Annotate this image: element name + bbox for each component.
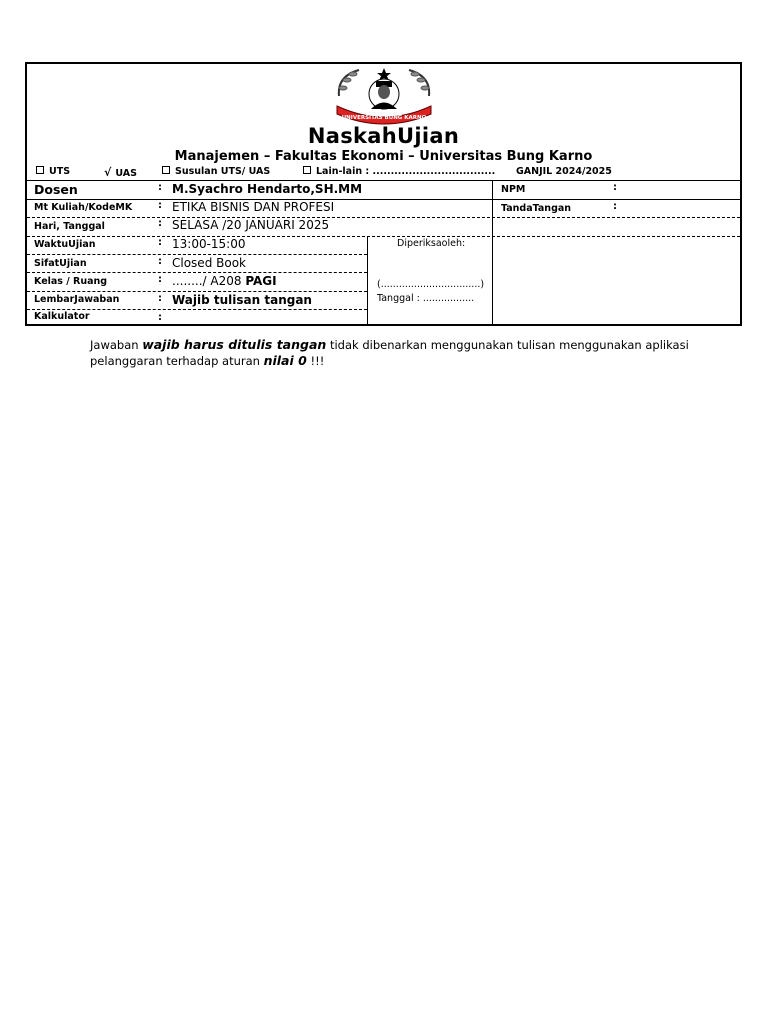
colon: : [158,237,162,248]
waktu-label: WaktuUjian [34,239,96,250]
checker-label: Diperiksaoleh: [397,238,466,249]
lembar-value: Wajib tulisan tangan [172,293,312,307]
matkul-label: Mt Kuliah/KodeMK [34,202,133,213]
lainlain-checkbox[interactable] [303,166,311,174]
page-title: NaskahUjian [307,124,460,148]
semester-label: GANJIL 2024/2025 [516,166,612,177]
susulan-checkbox[interactable] [162,166,170,174]
sifat-label: SifatUjian [34,258,87,269]
logo-banner-text: UNIVERSITAS BUNG KARNO [341,115,427,121]
colon: : [158,293,162,304]
lembar-label: LembarJawaban [34,294,120,305]
colon: : [158,312,162,323]
divider [27,180,740,181]
colon: : [158,182,162,193]
exam-type-row [34,166,734,180]
kelas-label: Kelas / Ruang [34,276,108,287]
signature-label: TandaTangan [501,203,572,214]
npm-label: NPM [501,184,526,195]
hari-value: SELASA /20 JANUARI 2025 [172,218,330,232]
kalkulator-label: Kalkulator [34,311,90,322]
colon: : [158,200,162,211]
divider [27,254,367,255]
kelas-value: ......../ A208 PAGI [172,274,277,288]
divider [27,236,740,237]
matkul-value: ETIKA BISNIS DAN PROFESI [172,200,335,214]
colon: : [613,201,617,212]
hari-label: Hari, Tanggal [34,221,105,232]
divider [27,291,367,292]
colon: : [613,182,617,193]
uts-checkbox[interactable] [36,166,44,174]
instruction-note: Jawaban wajib harus ditulis tangan tidak dibenarkan menggunakan tulisan menggunakan aplikasi pelanggaran terhadap aturan nilai 0 !!! [90,337,689,368]
checkmark-icon: √ [104,166,112,179]
colon: : [158,218,162,229]
university-logo [329,66,439,126]
checker-date-line[interactable]: Tanggal : ................. [377,293,475,304]
option-uas[interactable]: √ UAS [104,166,137,179]
divider [27,199,740,200]
waktu-value: 13:00-15:00 [172,237,246,251]
option-susulan[interactable]: Susulan UTS/ UAS [162,166,270,177]
dosen-value: M.Syachro Hendarto,SH.MM [172,182,363,196]
colon: : [158,274,162,285]
divider [367,236,368,326]
divider [27,272,367,273]
sifat-value: Closed Book [172,256,246,270]
dosen-label: Dosen [34,182,78,197]
divider [492,180,493,326]
colon: : [158,256,162,267]
exam-header-frame [25,62,742,326]
divider [27,217,740,218]
option-lainlain[interactable]: Lain-lain : .................................. [303,166,495,177]
page-subtitle: Manajemen – Fakultas Ekonomi – Universitas Bung Karno [174,149,593,164]
checker-name-line[interactable]: (.................................) [377,279,485,290]
divider [27,309,367,310]
option-uts[interactable]: UTS [36,166,70,177]
